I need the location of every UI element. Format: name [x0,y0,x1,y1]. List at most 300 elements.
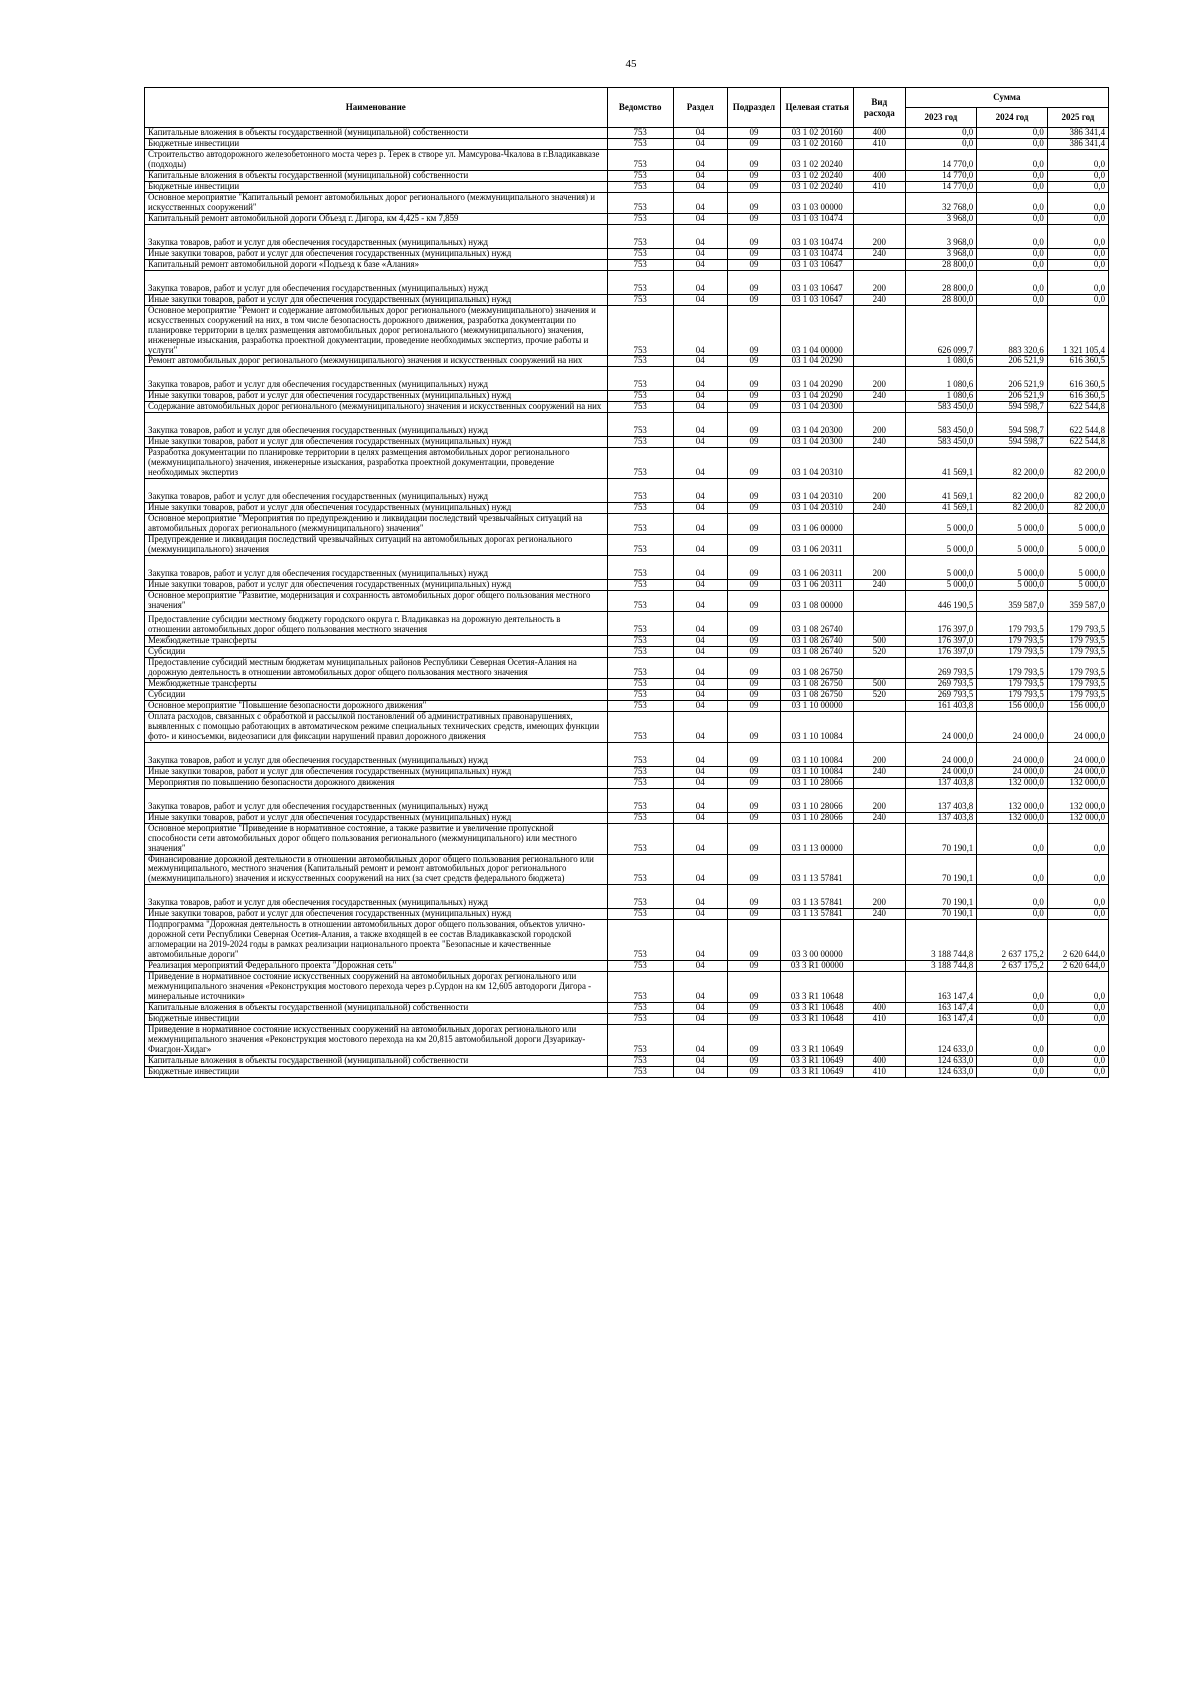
table-row [145,1014,1109,1025]
cell-name: Основное мероприятие "Развитие, модернизация и сохранность автомобильных дорог общего пользования местного значения" [145,591,608,612]
cell-2024: 0,0 [977,192,1048,213]
cell-2025: 359 587,0 [1047,591,1108,612]
table-row [145,305,1109,356]
cell-2023: 3 968,0 [905,224,977,248]
cell-dept: 753 [607,149,673,170]
cell-target: 03 1 04 20290 [781,391,854,402]
cell-2025: 179 793,5 [1047,646,1108,657]
cell-2024: 0,0 [977,170,1048,181]
cell-2025: 132 000,0 [1047,777,1108,788]
cell-target: 03 1 04 20290 [781,367,854,391]
cell-kind: 240 [853,248,905,259]
cell-subsection: 09 [727,479,781,503]
cell-2025: 622 544,8 [1047,402,1108,413]
cell-target: 03 1 08 26740 [781,636,854,647]
cell-kind: 240 [853,437,905,448]
cell-section: 04 [673,294,727,305]
cell-2025: 5 000,0 [1047,535,1108,556]
cell-2023: 176 397,0 [905,612,977,636]
cell-dept: 753 [607,1066,673,1077]
cell-kind: 200 [853,742,905,766]
cell-dept: 753 [607,556,673,580]
cell-2023: 70 190,1 [905,909,977,920]
cell-section: 04 [673,224,727,248]
cell-target: 03 1 02 20160 [781,138,854,149]
cell-target: 03 1 04 20290 [781,356,854,367]
cell-section: 04 [673,961,727,972]
cell-2023: 269 793,5 [905,678,977,689]
cell-target: 03 1 04 20300 [781,402,854,413]
cell-section: 04 [673,812,727,823]
table-row [145,742,1109,766]
cell-subsection: 09 [727,812,781,823]
cell-target: 03 1 03 10474 [781,224,854,248]
cell-section: 04 [673,1003,727,1014]
cell-kind: 200 [853,479,905,503]
cell-subsection: 09 [727,503,781,514]
cell-subsection: 09 [727,402,781,413]
cell-section: 04 [673,1066,727,1077]
cell-name: Капитальный ремонт автомобильной дороги «Подъезд к базе «Алания» [145,259,608,270]
cell-name: Иные закупки товаров, работ и услуг для обеспечения государственных (муниципальных) нужд [145,580,608,591]
table-row [145,909,1109,920]
cell-dept: 753 [607,402,673,413]
cell-dept: 753 [607,854,673,885]
cell-target: 03 1 04 00000 [781,305,854,356]
table-row [145,854,1109,885]
table-row [145,711,1109,742]
cell-name: Приведение в нормативное состояние искусственных сооружений на автомобильных дорогах регионального или межмуниципального значения «Реконструкция мостового перехода через р.Сурдон на км 12,605 автодороги Дигора - минеральные источники» [145,972,608,1003]
cell-target: 03 3 R1 10649 [781,1055,854,1066]
cell-dept: 753 [607,170,673,181]
cell-target: 03 1 03 10474 [781,213,854,224]
cell-2025: 0,0 [1047,823,1108,854]
cell-target: 03 1 08 26750 [781,689,854,700]
cell-2025: 0,0 [1047,909,1108,920]
cell-dept: 753 [607,823,673,854]
cell-subsection: 09 [727,248,781,259]
cell-name: Субсидии [145,646,608,657]
table-row [145,413,1109,437]
cell-dept: 753 [607,514,673,535]
cell-kind [853,1025,905,1056]
cell-2023: 161 403,8 [905,700,977,711]
cell-dept: 753 [607,503,673,514]
cell-2025: 622 544,8 [1047,437,1108,448]
cell-2025: 82 200,0 [1047,448,1108,479]
cell-subsection: 09 [727,612,781,636]
cell-target: 03 1 04 20310 [781,479,854,503]
table-row [145,181,1109,192]
cell-target: 03 1 08 26750 [781,657,854,678]
cell-dept: 753 [607,270,673,294]
table-row [145,535,1109,556]
cell-2025: 1 321 105,4 [1047,305,1108,356]
cell-section: 04 [673,305,727,356]
cell-subsection: 09 [727,294,781,305]
header-subsection: Подраздел [727,88,781,128]
cell-subsection: 09 [727,170,781,181]
cell-target: 03 3 R1 10648 [781,972,854,1003]
cell-2023: 626 099,7 [905,305,977,356]
cell-kind [853,192,905,213]
cell-name: Закупка товаров, работ и услуг для обеспечения государственных (муниципальных) нужд [145,885,608,909]
table-row [145,224,1109,248]
cell-2025: 0,0 [1047,885,1108,909]
cell-2025: 179 793,5 [1047,657,1108,678]
cell-2025: 0,0 [1047,1066,1108,1077]
cell-2024: 0,0 [977,294,1048,305]
cell-2023: 3 188 744,8 [905,920,977,961]
cell-section: 04 [673,1025,727,1056]
cell-subsection: 09 [727,1003,781,1014]
cell-2025: 156 000,0 [1047,700,1108,711]
cell-subsection: 09 [727,689,781,700]
cell-section: 04 [673,612,727,636]
cell-2025: 82 200,0 [1047,503,1108,514]
cell-subsection: 09 [727,854,781,885]
cell-subsection: 09 [727,742,781,766]
cell-target: 03 1 03 10474 [781,248,854,259]
table-row [145,248,1109,259]
cell-kind: 410 [853,138,905,149]
cell-2024: 5 000,0 [977,514,1048,535]
cell-dept: 753 [607,612,673,636]
cell-name: Иные закупки товаров, работ и услуг для обеспечения государственных (муниципальных) нужд [145,437,608,448]
cell-subsection: 09 [727,580,781,591]
cell-dept: 753 [607,591,673,612]
cell-subsection: 09 [727,972,781,1003]
cell-dept: 753 [607,535,673,556]
cell-subsection: 09 [727,788,781,812]
cell-2024: 132 000,0 [977,788,1048,812]
cell-subsection: 09 [727,181,781,192]
cell-dept: 753 [607,1055,673,1066]
table-row [145,128,1109,139]
cell-subsection: 09 [727,535,781,556]
cell-section: 04 [673,170,727,181]
cell-2024: 0,0 [977,885,1048,909]
cell-2023: 5 000,0 [905,556,977,580]
cell-2024: 179 793,5 [977,646,1048,657]
cell-dept: 753 [607,742,673,766]
cell-2023: 583 450,0 [905,402,977,413]
cell-2024: 179 793,5 [977,657,1048,678]
cell-section: 04 [673,972,727,1003]
cell-2023: 3 968,0 [905,248,977,259]
cell-2024: 206 521,9 [977,367,1048,391]
cell-dept: 753 [607,777,673,788]
cell-target: 03 3 R1 00000 [781,961,854,972]
cell-2024: 0,0 [977,213,1048,224]
cell-target: 03 3 R1 10648 [781,1014,854,1025]
cell-kind: 200 [853,885,905,909]
cell-subsection: 09 [727,657,781,678]
cell-2025: 0,0 [1047,248,1108,259]
budget-table [144,87,1109,1078]
cell-2024: 2 637 175,2 [977,961,1048,972]
cell-2023: 28 800,0 [905,270,977,294]
table-row [145,766,1109,777]
table-row [145,479,1109,503]
cell-dept: 753 [607,909,673,920]
cell-name: Закупка товаров, работ и услуг для обеспечения государственных (муниципальных) нужд [145,742,608,766]
cell-2024: 206 521,9 [977,391,1048,402]
cell-name: Иные закупки товаров, работ и услуг для обеспечения государственных (муниципальных) нужд [145,812,608,823]
cell-kind [853,591,905,612]
cell-kind: 200 [853,556,905,580]
cell-2024: 2 637 175,2 [977,920,1048,961]
cell-2023: 137 403,8 [905,812,977,823]
header-2023: 2023 год [905,108,977,128]
cell-subsection: 09 [727,777,781,788]
cell-kind: 200 [853,270,905,294]
cell-dept: 753 [607,972,673,1003]
table-row [145,1055,1109,1066]
cell-name: Основное мероприятие "Ремонт и содержание автомобильных дорог регионального (межмуниципального) значения и искусственных сооружений на них, в том числе безопасность дорожного движения, разработка документации по планировке территории в целях размещения автомобильных дорог регионального (межмуниципального) значения, инженерные изыскания, разработка проектной документации, проведение необходимых экспертиз, прочие работы и услуги" [145,305,608,356]
cell-section: 04 [673,270,727,294]
cell-subsection: 09 [727,556,781,580]
cell-section: 04 [673,920,727,961]
cell-kind: 400 [853,170,905,181]
cell-2023: 70 190,1 [905,854,977,885]
cell-target: 03 1 03 00000 [781,192,854,213]
cell-target: 03 1 10 00000 [781,700,854,711]
cell-section: 04 [673,854,727,885]
cell-section: 04 [673,356,727,367]
cell-2024: 0,0 [977,854,1048,885]
cell-kind [853,700,905,711]
cell-subsection: 09 [727,885,781,909]
cell-subsection: 09 [727,224,781,248]
cell-2023: 446 190,5 [905,591,977,612]
cell-2024: 0,0 [977,270,1048,294]
cell-2024: 82 200,0 [977,448,1048,479]
cell-target: 03 1 10 10084 [781,711,854,742]
cell-2024: 0,0 [977,1014,1048,1025]
cell-target: 03 1 08 26740 [781,646,854,657]
cell-subsection: 09 [727,700,781,711]
cell-dept: 753 [607,213,673,224]
table-row [145,259,1109,270]
cell-dept: 753 [607,689,673,700]
cell-kind [853,823,905,854]
header-target: Целевая статья [781,88,854,128]
table-row [145,823,1109,854]
cell-2024: 82 200,0 [977,503,1048,514]
cell-2023: 14 770,0 [905,181,977,192]
cell-dept: 753 [607,294,673,305]
cell-name: Предоставление субсидии местному бюджету городского округа г. Владикавказ на дорожную деятельность в отношении автомобильных дорог общего пользования местного значения [145,612,608,636]
cell-section: 04 [673,580,727,591]
cell-name: Закупка товаров, работ и услуг для обеспечения государственных (муниципальных) нужд [145,270,608,294]
table-row [145,192,1109,213]
cell-name: Капитальный ремонт автомобильной дороги Объезд г. Дигора, км 4,425 - км 7,859 [145,213,608,224]
cell-2024: 0,0 [977,259,1048,270]
cell-2025: 0,0 [1047,192,1108,213]
table-row [145,678,1109,689]
cell-subsection: 09 [727,213,781,224]
cell-section: 04 [673,138,727,149]
cell-name: Разработка документации по планировке территории в целях размещения автомобильных дорог регионального (межмуниципального) значения, инженерные изыскания, разработка проектной документации, проведение необходимых экспертиз [145,448,608,479]
cell-name: Субсидии [145,689,608,700]
table-row [145,514,1109,535]
cell-2025: 179 793,5 [1047,612,1108,636]
table-row [145,294,1109,305]
cell-kind: 400 [853,128,905,139]
cell-target: 03 1 13 57841 [781,909,854,920]
cell-kind: 400 [853,1055,905,1066]
cell-kind: 500 [853,678,905,689]
cell-2023: 41 569,1 [905,503,977,514]
cell-subsection: 09 [727,766,781,777]
cell-2025: 5 000,0 [1047,514,1108,535]
cell-2025: 5 000,0 [1047,556,1108,580]
table-row [145,700,1109,711]
cell-section: 04 [673,192,727,213]
cell-2025: 24 000,0 [1047,711,1108,742]
cell-2023: 1 080,6 [905,356,977,367]
cell-dept: 753 [607,259,673,270]
cell-subsection: 09 [727,448,781,479]
cell-dept: 753 [607,479,673,503]
cell-section: 04 [673,742,727,766]
cell-target: 03 3 00 00000 [781,920,854,961]
cell-2023: 14 770,0 [905,149,977,170]
cell-section: 04 [673,391,727,402]
cell-section: 04 [673,909,727,920]
cell-kind: 240 [853,812,905,823]
cell-kind: 240 [853,909,905,920]
cell-name: Капитальные вложения в объекты государственной (муниципальной) собственности [145,170,608,181]
cell-target: 03 3 R1 10649 [781,1025,854,1056]
page-number: 45 [625,58,637,70]
cell-dept: 753 [607,192,673,213]
cell-subsection: 09 [727,437,781,448]
cell-2023: 0,0 [905,138,977,149]
cell-dept: 753 [607,448,673,479]
cell-kind [853,402,905,413]
table-row [145,591,1109,612]
cell-2023: 1 080,6 [905,391,977,402]
cell-2024: 24 000,0 [977,742,1048,766]
cell-2024: 0,0 [977,823,1048,854]
cell-dept: 753 [607,367,673,391]
cell-subsection: 09 [727,961,781,972]
cell-2024: 0,0 [977,1066,1048,1077]
cell-kind: 520 [853,646,905,657]
cell-2023: 32 768,0 [905,192,977,213]
cell-2023: 176 397,0 [905,646,977,657]
table-row [145,612,1109,636]
cell-2024: 82 200,0 [977,479,1048,503]
cell-subsection: 09 [727,514,781,535]
cell-subsection: 09 [727,591,781,612]
cell-2024: 132 000,0 [977,812,1048,823]
cell-name: Капитальные вложения в объекты государственной (муниципальной) собственности [145,1055,608,1066]
cell-name: Предупреждение и ликвидация последствий чрезвычайных ситуаций на автомобильных дорогах регионального (межмуниципального) значения [145,535,608,556]
cell-section: 04 [673,777,727,788]
cell-2025: 179 793,5 [1047,689,1108,700]
cell-2023: 124 633,0 [905,1055,977,1066]
cell-kind: 400 [853,1003,905,1014]
cell-2024: 179 793,5 [977,636,1048,647]
table-row [145,149,1109,170]
table-row [145,689,1109,700]
cell-2025: 179 793,5 [1047,678,1108,689]
cell-2024: 24 000,0 [977,711,1048,742]
cell-section: 04 [673,535,727,556]
cell-section: 04 [673,766,727,777]
cell-2025: 179 793,5 [1047,636,1108,647]
cell-2024: 0,0 [977,1025,1048,1056]
cell-kind: 500 [853,636,905,647]
cell-section: 04 [673,689,727,700]
cell-kind [853,972,905,1003]
cell-section: 04 [673,646,727,657]
cell-subsection: 09 [727,367,781,391]
cell-2023: 163 147,4 [905,972,977,1003]
cell-dept: 753 [607,961,673,972]
cell-section: 04 [673,437,727,448]
table-row [145,402,1109,413]
cell-kind [853,612,905,636]
cell-subsection: 09 [727,270,781,294]
cell-kind: 200 [853,224,905,248]
cell-name: Финансирование дорожной деятельности в отношении автомобильных дорог общего пользования регионального или межмуниципального, местного значения (Капитальный ремонт и ремонт автомобильных дорог регионального (межмуниципального) значения и искусственных сооружений на них (за счет средств федерального бюджета) [145,854,608,885]
cell-section: 04 [673,514,727,535]
cell-subsection: 09 [727,413,781,437]
cell-subsection: 09 [727,711,781,742]
table-row [145,636,1109,647]
cell-target: 03 1 06 20311 [781,535,854,556]
cell-name: Основное мероприятие "Повышение безопасности дорожного движения" [145,700,608,711]
cell-target: 03 1 04 20310 [781,448,854,479]
cell-name: Капитальные вложения в объекты государственной (муниципальной) собственности [145,1003,608,1014]
cell-2023: 176 397,0 [905,636,977,647]
cell-subsection: 09 [727,920,781,961]
cell-section: 04 [673,259,727,270]
cell-2023: 70 190,1 [905,885,977,909]
table-row [145,448,1109,479]
cell-target: 03 1 03 10647 [781,294,854,305]
table-row [145,270,1109,294]
cell-kind [853,711,905,742]
table-row [145,356,1109,367]
cell-target: 03 1 13 00000 [781,823,854,854]
cell-kind [853,305,905,356]
cell-kind [853,535,905,556]
cell-target: 03 1 04 20310 [781,503,854,514]
cell-target: 03 1 06 20311 [781,556,854,580]
cell-target: 03 1 13 57841 [781,885,854,909]
table-row [145,391,1109,402]
cell-dept: 753 [607,766,673,777]
cell-2024: 0,0 [977,181,1048,192]
cell-2023: 137 403,8 [905,788,977,812]
cell-2023: 14 770,0 [905,170,977,181]
cell-2023: 583 450,0 [905,437,977,448]
table-row [145,170,1109,181]
cell-name: Мероприятия по повышению безопасности дорожного движения [145,777,608,788]
cell-target: 03 1 04 20300 [781,413,854,437]
table-row [145,556,1109,580]
cell-name: Закупка товаров, работ и услуг для обеспечения государственных (муниципальных) нужд [145,479,608,503]
cell-2024: 132 000,0 [977,777,1048,788]
cell-2023: 583 450,0 [905,413,977,437]
cell-section: 04 [673,479,727,503]
cell-kind [853,149,905,170]
